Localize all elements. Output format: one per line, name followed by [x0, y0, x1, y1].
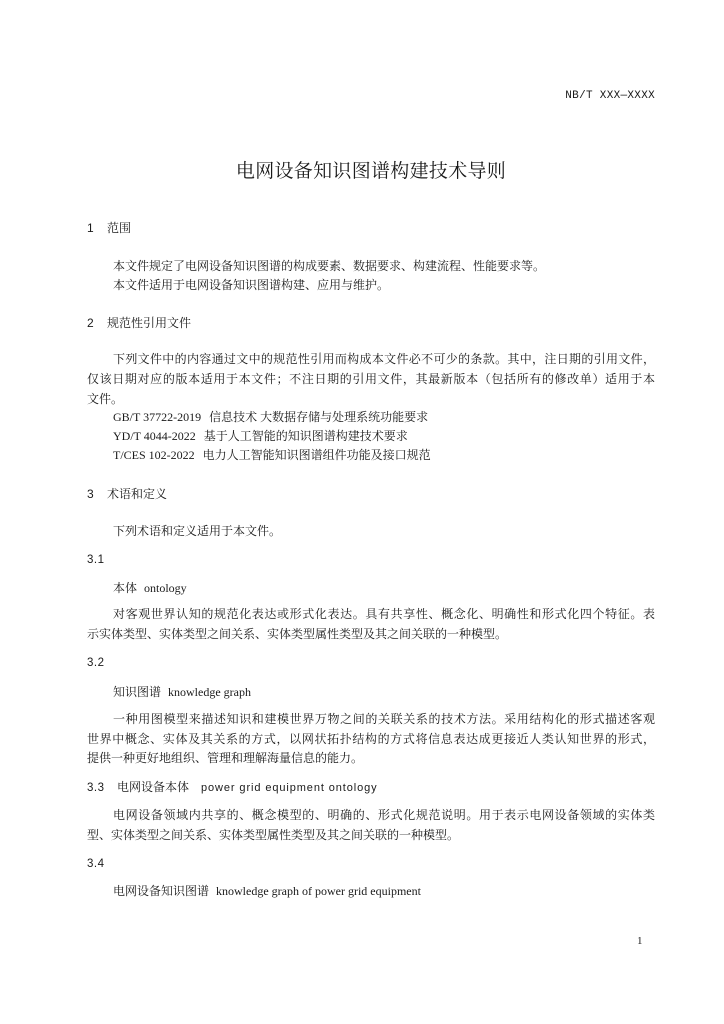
term-number: 3.3: [87, 782, 105, 794]
term-number: 3.1: [87, 554, 105, 566]
term-english: knowledge graph of power grid equipment: [216, 884, 421, 898]
term-entry: [113, 684, 251, 700]
term-definition-line: 提供一种更好地组织、管理和理解海量信息的能力。: [87, 751, 364, 765]
term-entry: [113, 580, 187, 596]
term-english: power grid equipment ontology: [201, 782, 378, 794]
term-english: ontology: [144, 581, 187, 595]
page-number: 1: [637, 935, 643, 947]
term-english: knowledge graph: [168, 685, 251, 699]
section-1-heading: [87, 220, 131, 236]
reference-title: 信息技术 大数据存储与处理系统功能要求: [209, 410, 429, 424]
term-number: 3.4: [87, 858, 105, 870]
term-name: 电网设备知识图谱: [113, 884, 210, 898]
document-title: 电网设备知识图谱构建技术导则: [235, 161, 507, 182]
reference-code: YD/T 4044-2022: [113, 429, 196, 443]
term-name: 电网设备本体: [117, 780, 190, 794]
term-definition-line: 世界中概念、实体及其关系的方式，以网状拓扑结构的方式将信息表达成更接近人类认知世界的形式，: [87, 732, 655, 746]
reference-item: [113, 409, 428, 425]
reference-title: 基于人工智能的知识图谱构建技术要求: [203, 429, 408, 443]
references-paragraph-line: 仅该日期对应的版本适用于本文件；不注日期的引用文件，其最新版本（包括所有的修改单）适用于本: [87, 372, 655, 386]
term-name: 知识图谱: [113, 685, 162, 699]
references-paragraph-line: 下列文件中的内容通过文中的规范性引用而构成本文件必不可少的条款。其中，注日期的引用文件，: [113, 352, 655, 366]
term-definition-line: 型、实体类型之间关系、实体类型属性类型及其之间关联的一种模型。: [87, 828, 460, 842]
section-number: 1: [87, 221, 94, 235]
term-name: 本体: [113, 581, 138, 595]
terms-intro: 下列术语和定义适用于本文件。: [113, 524, 282, 538]
section-title: 规范性引用文件: [107, 316, 192, 330]
reference-code: GB/T 37722-2019: [113, 410, 202, 424]
section-title: 术语和定义: [107, 487, 168, 501]
term-definition-line: 对客观世界认知的规范化表达或形式化表达。具有共享性、概念化、明确性和形式化四个特征。表: [113, 607, 655, 621]
reference-code: T/CES 102-2022: [113, 448, 195, 462]
term-number: 3.2: [87, 657, 105, 669]
term-definition-line: 示实体类型、实体类型之间关系、实体类型属性类型及其之间关联的一种模型。: [87, 627, 508, 641]
reference-title: 电力人工智能知识图谱组件功能及接口规范: [202, 448, 431, 462]
section-number: 2: [87, 316, 94, 330]
section-2-heading: [87, 315, 191, 331]
references-paragraph-line: 文件。: [87, 392, 124, 406]
section-number: 3: [87, 487, 94, 501]
section-3-heading: [87, 486, 167, 502]
term-definition-line: 一种用图模型来描述知识和建模世界万物之间的关联关系的技术方法。采用结构化的形式描述客观: [113, 712, 655, 726]
scope-paragraph-2: 本文件适用于电网设备知识图谱构建、应用与维护。: [113, 278, 390, 292]
term-entry: [113, 883, 421, 899]
scope-paragraph-1: 本文件规定了电网设备知识图谱的构成要素、数据要求、构建流程、性能要求等。: [113, 259, 546, 273]
section-title: 范围: [107, 221, 132, 235]
term-definition-line: 电网设备领域内共享的、概念模型的、明确的、形式化规范说明。用于表示电网设备领域的实体类: [113, 808, 655, 822]
reference-item: [113, 428, 408, 444]
term-entry: [87, 779, 378, 795]
document-code: NB/T XXX—XXXX: [565, 90, 655, 102]
reference-item: [113, 447, 431, 463]
